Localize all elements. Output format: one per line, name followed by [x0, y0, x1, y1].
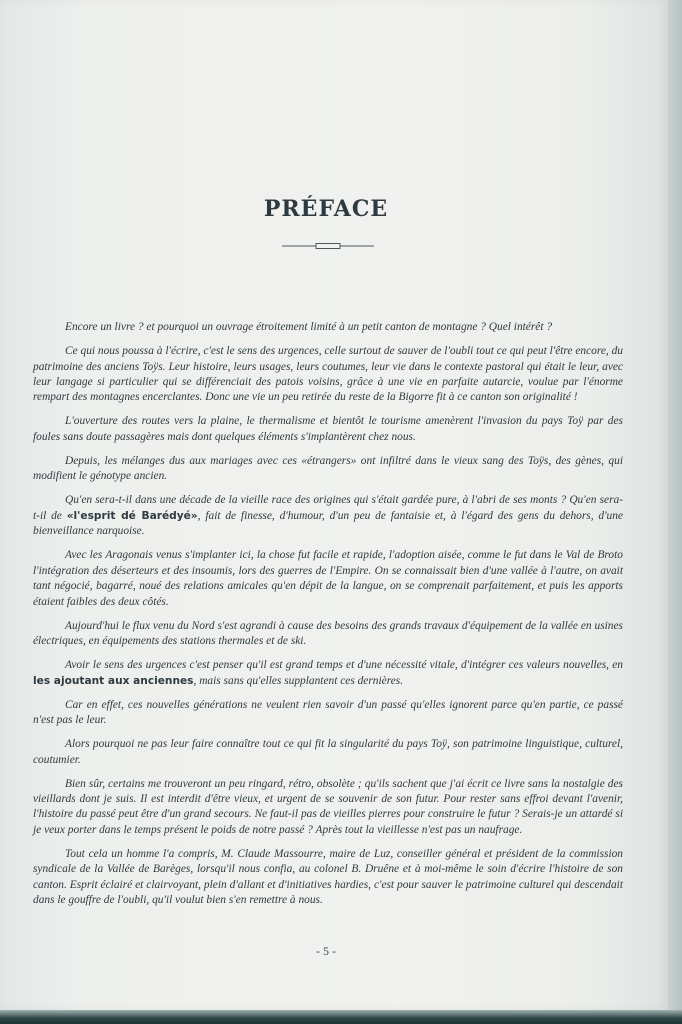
paragraph: [33, 320, 623, 335]
preface-body: [33, 320, 623, 917]
paragraph: [33, 847, 623, 909]
paragraph: [33, 619, 623, 650]
paragraph-text: Car en effet, ces nouvelles générations ne veulent rien savoir d'un passé qu'elles ignorent parce qu'en partie, ce passé n'est pas le leur.: [33, 698, 623, 727]
page-title-text: PRÉFACE: [263, 196, 389, 222]
paragraph-text: Ce qui nous poussa à l'écrire, c'est le sens des urgences, celle surtout de sauver de l'oubli tout ce qui peut l'être encore, du patrimoine des anciens Toÿs. Leur histoire, leurs usages, leurs coutumes, leur vie dans le contexte pastoral qui était le leur, avec leur langage si particulier qui se différenciait des patois voisins, grâce à une vie en parfaite autarcie, voulue par l'énorme rempart des montagnes encerclantes. Donc une vie un peu retirée du reste de la Bigorre fit à ce canton son originalité !: [33, 345, 623, 404]
emphasis-text: les ajoutant aux anciennes: [33, 674, 194, 687]
paragraph: [33, 777, 623, 839]
paragraph-text: Avec les Aragonais venus s'implanter ici, la chose fut facile et rapide, l'adoption aisée, comme le fut dans le Val de Broto l'intégration des déserteurs et des insoumis, lors des guerres de l'Empire. On se connaissait bien d'une vallée à l'autre, on avait tant négocié, bagarré, noué des relations amicales qu'en dépit de la langue, on se comprenait parfaitement, et puis les apports étaient faibles des deux côtés.: [33, 549, 623, 608]
paragraph: [33, 344, 623, 406]
paragraph: [33, 414, 623, 445]
paragraph: [33, 737, 623, 768]
paragraph: [33, 454, 623, 485]
title-ornament-divider: [282, 241, 374, 251]
page-right-edge: [668, 0, 682, 1010]
paragraph-text: Qu'en sera-t-il dans une décade de la vieille race des origines qui s'était gardée pure, à l'abri de ses monts ? Qu'en sera-t-il de: [33, 494, 623, 522]
book-cover-edge: [0, 1010, 682, 1024]
paragraph-text: L'ouverture des routes vers la plaine, le thermalisme et bientôt le tourisme amenèrent l'invasion du pays Toÿ par des foules sans doute passagères mais dont quelques éléments s'implantèrent chez nous.: [33, 415, 623, 443]
emphasis-text: «l'esprit dé Barédyé»: [66, 509, 198, 522]
paragraph-text: Bien sûr, certains me trouveront un peu ringard, rétro, obsolète ; qu'ils sachent que j'ai écrit ce livre sans la nostalgie des vieillards dont je suis. Il est interdit d'être vieux, et urgent de se souvenir de son futur. Pour rester sans effroi devant l'avenir, l'histoire du passé peut être d'un grand secours. Ne faut-il pas de vieilles pierres pour construire le futur ? Serais-je un attardé si je veux porter dans le temps présent le poids de notre passé ? Après tout la vieillesse n'est pas un naufrage.: [33, 777, 623, 836]
paragraph: [33, 548, 623, 610]
paragraph-text: Alors pourquoi ne pas leur faire connaître tout ce qui fit la singularité du pays Toÿ, son patrimoine linguistique, culturel, coutumier.: [33, 738, 623, 766]
paragraph-text: , mais sans qu'elles supplantent ces dernières.: [193, 674, 404, 687]
paragraph-text: Encore un livre ? et pourquoi un ouvrage étroitement limité à un petit canton de montagne ? Quel intérêt ?: [65, 321, 553, 333]
paragraph: [33, 493, 623, 539]
paragraph-text: Aujourd'hui le flux venu du Nord s'est agrandi à cause des besoins des grands travaux d'équipement de la vallée en usines électriques, en équipements des stations thermales et de ski.: [33, 619, 623, 648]
paragraph: [33, 698, 623, 729]
paragraph-text: Depuis, les mélanges dus aux mariages avec ces «étrangers» ont infiltré dans le vieux sang des Toÿs, des gènes, qui modifient le génotype ancien.: [33, 454, 623, 483]
page-title: [0, 196, 652, 222]
paragraph: [33, 658, 623, 689]
paragraph-text: Avoir le sens des urgences c'est penser qu'il est grand temps et d'une nécessité vitale, d'intégrer ces valeurs nouvelles, en: [65, 659, 623, 672]
paragraph-text: , fait de finesse, d'humour, d'un peu de fantaisie et, à l'égard des gens du dehors, d'une bienveillance narquoise.: [33, 509, 623, 538]
paragraph-text: Tout cela un homme l'a compris, M. Claude Massourre, maire de Luz, conseiller général et président de la commission syndicale de la Vallée de Barèges, lorsqu'il nous confia, au colonel B. Druêne et à moi-même le soin d'écrire l'histoire de son canton. Esprit éclairé et clairvoyant, plein d'allant et d'initiatives hardies, c'est pour sauver le patrimoine culturel qui descendait dans le gouffre de l'oubli, qu'il voulut bien s'en remettre à nous.: [33, 847, 623, 907]
page-number: - 5 -: [316, 944, 336, 958]
